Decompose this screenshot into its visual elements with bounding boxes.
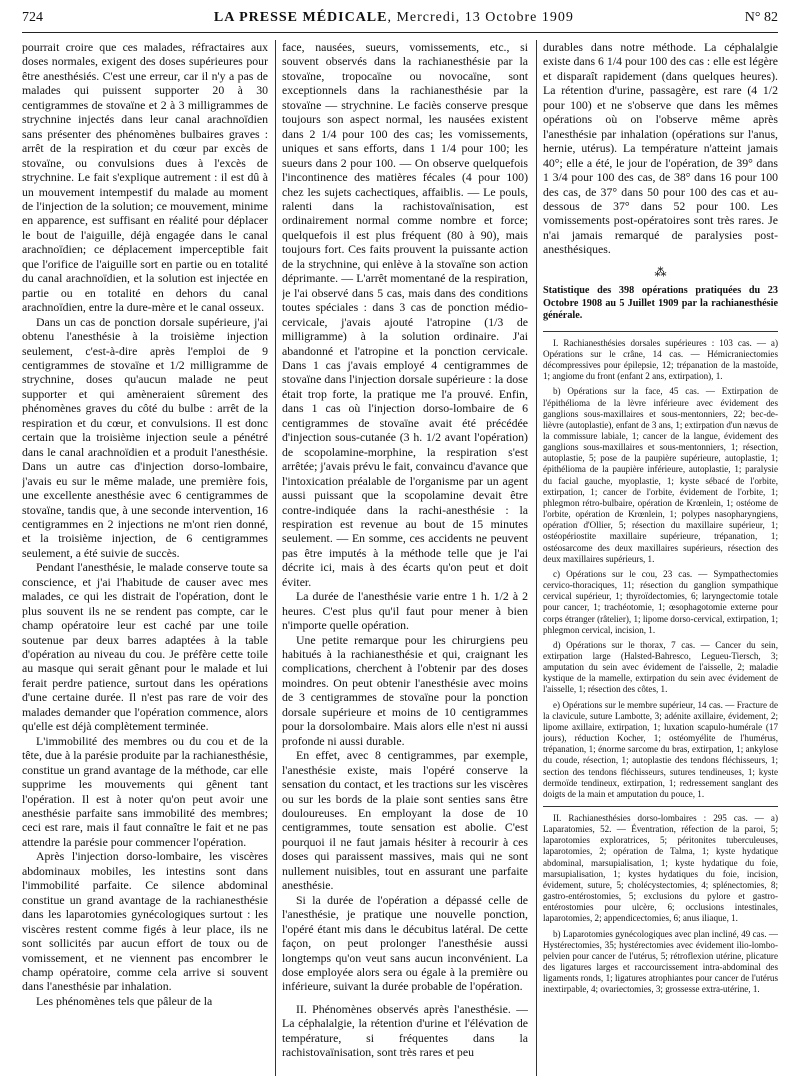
- column-3: [543, 40, 778, 1076]
- issue-number: N° 82: [744, 10, 778, 25]
- stat-entry: b) Laparotomies gynécologiques avec plan incliné, 49 cas. — Hystérectomies, 35; hystérectomies avec évidement ilio-lombo-pelvien pour cancer de l'utérus, 5; rétroflexion utérine, plicature des ligatures larges et raccourcissement intra-abdominal des ligaments ronds, 1; ligatures atrophiantes pour cancer de l'utérus inextirpable, 4; ovariectomies, 3; grossesse extra-utérine, 1.: [543, 928, 778, 995]
- column-1: [22, 40, 268, 1076]
- stat-entry: e) Opérations sur le membre supérieur, 14 cas. — Fracture de la clavicule, suture Lambotte, 3; adénite axillaire, évidement, 2; lipome axillaire, extirpation, 1; luxation scapulo-humérale (17 jours), réduction Kocher, 1; ostéomyélite de l'humérus, trépanation, 1; énorme sarcome du bras, extirpation, 1; ankylose du coude, résection, 1; autoplastie des tendons fléchisseurs, 1; section des tendons fléchisseurs, sutures tendineuses, 1; kyste dermoïde tendineux, extirpation, 1; redressement sanglant des doigts de la main et amputation du pouce, 1.: [543, 699, 778, 799]
- stat-entry: c) Opérations sur le cou, 23 cas. — Sympathectomies cervico-thoraciques, 11; résection du ganglion sympathique cervical supérieur, 1; thyroïdectomies, 6; laryngectomie totale pour cancer, 1; trachéotomie, 1; œsophagotomie externe pour corps étranger (râtelier), 1; lipome dorso-cervical, extirpation, 1; phlegmon cervical, incision, 1.: [543, 568, 778, 635]
- stat-entry: d) Opérations sur le thorax, 7 cas. — Cancer du sein, extirpation large (Halsted-Bahresco, Legueu-Tiersch, 3; amputation du sein avec évidement de l'aisselle, 2; maladie kystique de la mamelle, extirpation du sein avec évidement de l'aisselle, 1; résection des côtes, 1.: [543, 639, 778, 695]
- section-heading-paragraph: II. Phénomènes observés après l'anesthésie. — La céphalalgie, la rétention d'urine et l'élévation de température, si fréquentes dans la rachistovaïnisation, sont très rares et peu: [282, 1001, 528, 1060]
- journal-title: [214, 10, 574, 26]
- paragraph: En effet, avec 8 centigrammes, par exemple, l'anesthésie existe, mais l'opéré conserve la sensation du contact, et les tractions sur les viscères ou sur les bords de la plaie sont senties sans être douloureuses. En employant la dose de 10 centigrammes, toute sensation est abolie. C'est pourquoi il ne faut jamais hésiter à recourir à ces doses qui paraissent massives, mais qui ne sont nullement nuisibles, tout en assurant une parfaite anesthésie.: [282, 748, 528, 893]
- column-2: [282, 40, 528, 1076]
- paragraph: Si la durée de l'opération a dépassé celle de l'anesthésie, je pratique une nouvelle ponction, l'opéré étant mis dans le décubitus latéral. De cette façon, on peut prolonger l'anesthésie aussi longtemps qu'on veut sans aucun inconvénient. La dose employée alors sera ou égale à la première ou inférieure, suivant la durée probable de l'opération.: [282, 892, 528, 994]
- statistics-section-1: [543, 338, 778, 800]
- page-number: 724: [22, 10, 43, 25]
- statistics-title: Statistique des 398 opérations pratiquées du 23 Octobre 1908 au 5 Juillet 1909 par la rachianesthésie générale.: [543, 285, 778, 322]
- stat-entry: I. Rachianesthésies dorsales supérieures : 103 cas. — a) Opérations sur le crâne, 14 cas. — Hémicraniectomies décompressives pour épilepsie, 12; trépanation de la mastoïde, 1; angiome du front (enfant 2 ans, extirpation), 1.: [543, 337, 778, 382]
- stat-entry: II. Rachianesthésies dorso-lombaires : 295 cas. — a) Laparatomies, 52. — Éventration, réfection de la paroi, 5; laparotomies exploratrices, 5; péritonites tuberculeuses, laparotomies, 2; opération de Talma, 1; kyste hydatique abdominal, marsupialisation, 1; kyste hydatique du foie, marsupialisation, 1; kystes hydatiques du foie, incision, évidement, suture, 5; cholécystectomies, 4; splénectomies, 8; gastro-entérostomies, 5; exclusions du pylore et gastro-entérostomies pour ulcère, 6; occlusions intestinales, laparotomies, 2; appendicectomies, 6; anus iliaque, 1.: [543, 813, 778, 924]
- asterism: ⁂: [654, 264, 667, 279]
- paragraph: Dans un cas de ponction dorsale supérieure, j'ai obtenu l'anesthésie à la troisième injection seulement, c'est-à-dire après l'emploi de 9 centigrammes de stovaïne et 1/2 milligramme de strychnine, doses qu'aucun malade ne peut supporter et qui amèneraient sûrement des phénomènes graves du côté du bulbe : arrêt de la respiration et du cœur, et convulsions. Il est donc certain que la troisième injection seule a pénétré dans le canal arachnoïdien et a produit l'anesthésie. Dans un autre cas d'injection dorso-lombaire, j'avais eu sur le même malade, une première fois, une excellente anesthésie avec 6 centigrammes de stovaïne, tandis que, à une seconde intervention, 16 centigrammes en 2 injections ne m'ont rien donné, et la troisième injection, de 6 centigrammes seulement, a été suivie de succès.: [22, 314, 268, 560]
- column-rule-2: [536, 40, 537, 1076]
- paragraph: Une petite remarque pour les chirurgiens peu habitués à la rachianesthésie et qui, craignant les complications, cherchent à l'obtenir par des doses moindres. On peut obtenir l'anesthésie avec moins de 3 centigrammes de stovaïne pour la ponction dorsale supérieure et moins de 10 centigrammes pour la dorsolombaire. Mais alors elle n'est ni aussi profonde ni aussi durable.: [282, 632, 528, 748]
- paragraph: L'immobilité des membres ou du cou et de la tête, due à la parésie produite par la rachianesthésie, constitue un grand avantage de la méthode, car elle supprime les mouvements qui gênent tant l'opération. Il est à noter qu'on peut avoir une anesthésie parfaite sans immobilité des membres; ceci est rare, mais il faut connaître le fait et ne pas attendre la parésie pour commencer l'opération.: [22, 733, 268, 849]
- paragraph: Pendant l'anesthésie, le malade conserve toute sa conscience, et j'ai l'habitude de causer avec mes malades, ce qui les distrait de l'opération, dont le plus souvent ils ne se rendent pas compte, car le champ opératoire leur est caché par une toile soutenue par deux barres adaptées à la table d'opération au niveau du cou. Je préfère cette toile au masque qui serait gênant pour le malade et lui ferait perdre patience, surtout dans les opérations d'une certaine durée. Il n'est pas rare de voir des malades demander que l'opération commence, alors qu'elle est déjà complètement terminée.: [22, 560, 268, 734]
- divider: [543, 331, 778, 332]
- paragraph: pourrait croire que ces malades, réfractaires aux doses normales, exigent des doses supérieures pour être anesthésiés. C'est une erreur, car il n'y a pas de malades qui puissent supporter 20 à 30 centigrammes de stovaïne et 2 à 3 milligrammes de strychnine injectés dans leur canal arachnoïdien sans présenter des phénomènes bulbaires graves : arrêt de la respiration et du cœur par excès de stovaïne, ou convulsions dues à l'excès de strychnine. Le fait s'explique autrement : il est dû à un mouvement intempestif du malade au moment de l'injection de la solution; ce mouvement, minime en apparence, est suffisant en réalité pour déplacer le bout de l'aiguille, déjà engagée dans le canal arachnoïdien; ce déplacement imperceptible fait que l'orifice de l'aiguille sort en partie ou en totalité du canal arachnoïdien, et la solution est injectée en partie ou en totalité en dehors du canal arachnoïdien, entre la dure-mère et le canal osseux.: [22, 40, 268, 315]
- statistics-section-2: [543, 813, 778, 996]
- paragraph: Les phénomènes tels que pâleur de la: [36, 993, 213, 1008]
- column-rule-1: [275, 40, 276, 1076]
- paragraph: face, nausées, sueurs, vomissements, etc., si souvent observés dans la rachianesthésie par la stovaïne, tropocaïne ou novocaïne, sont exceptionnels dans la rachianesthésie par la stovaïne — strychnine. Le faciès conserve presque toujours son aspect normal, les nausées existent dans 2 1/4 pour 100 des cas; les vomissements, uniques et sans efforts, dans 1 1/4 pour 100; les sueurs dans 2 pour 100. — On observe quelquefois l'incontinence des matières fécales (4 pour 100) chez les sujets cachectiques, affaiblis. — Le pouls, ralenti dans la rachistovaïnisation, est ordinairement normal comme nombre et force; quelquefois il est plus fréquent (80 à 90), mais toujours fort. Ces faits prouvent la puissante action de la strychnine, qui enlève à la stovaïne son action déprimante. — L'arrêt momentané de la respiration, je l'ai observé dans 5 cas, mais dans des conditions toutes spéciales : dans 3 cas de ponction médio-cervicale, j'avais ajouté l'atropine (1/3 de milligramme) à la solution ordinaire. J'ai abandonné et l'atropine et la ponction cervicale. Dans 1 cas j'avais employé 4 centigrammes de stovaïne dans l'injection dorsale supérieure : la dose était trop forte, la pratique me l'a prouvé. Enfin, dans 1 cas où l'injection dorso-lombaire de 6 centigrammes de stovaïne avait été précédée d'injection sous-cutanée (3 h. 1/2 avant l'opération) de scopolamine-morphine, la respiration s'est arrêtée; j'avais prévu le fait, convaincu d'avance que l'intoxication préalable de l'organisme par un agent aussi puissant que la scopolamine devait être contre-indiquée dans la rachi-anesthésie : la respiration est revenue au bout de 15 minutes seulement. — En somme, ces accidents ne peuvent pas être imputés à la méthode telle que je l'ai décrite ici, mais à des écarts qu'on peut et doit éviter.: [282, 40, 528, 589]
- stat-entry: b) Opérations sur la face, 45 cas. — Extirpation de l'épithélioma de la lèvre inférieure avec évidement des ganglions sous-maxillaires et sous-mentonniers, 22; bec-de-lièvre (autoplastie), enfant de 3 ans, 1; extirpation d'un nævus de la commissure labiale, 1; cancer de la langue, évidement des ganglions sous-maxillaires et sous-mentonniers, 1; résection, autoplastie, 5; pose de la paupière supérieure, autoplastie, 1; épithélioma de la paupière inférieure, autoplastie, 1; paralysie du facial gauche, myoplastie, 1; kyste sébacé de l'orbite, extirpation, 1; cancer de l'orbite, évidement de l'orbite, 1; phlegmon rétro-bulbaire, opération de Krœnlein, 1; ostéome de l'orbite, opération de Krœnlein, 1; polypes nasopharyngiens, opération d'Ollier, 5; résection du maxillaire supérieur, 1; ostéopériostite maxillaire supérieure, trépanation, 1; ostéosarcome des deux maxillaires supérieurs, résection des deux maxillaires supérieurs, 1.: [543, 386, 778, 564]
- publication-name: LA PRESSE MÉDICALE: [213, 10, 388, 25]
- divider: [543, 806, 778, 807]
- running-header: [22, 4, 778, 33]
- paragraph: La durée de l'anesthésie varie entre 1 h. 1/2 à 2 heures. C'est plus qu'il faut pour mener à bien n'importe quelle opération.: [282, 589, 528, 633]
- paragraph: Après l'injection dorso-lombaire, les viscères abdominaux mobiles, les intestins sont dans l'immobilité parfaite. Ce silence abdominal constitue un grand avantage de la rachianesthésie dans les laparotomies gynécologiques surtout : les viscères restent comme figés à leur place, ils ne sont sollicités par aucun effort de toux ou de vomissement, et ne viennent pas encombrer le champ opératoire, comme cela arrive si souvent dans l'anesthésie par inhalation.: [22, 849, 268, 994]
- paragraph: durables dans notre méthode. La céphalalgie existe dans 6 1/4 pour 100 des cas : elle est légère et disparaît rapidement (dans quelques heures). La rétention d'urine, passagère, est rare (4 1/2 pour 100) et ne s'observe que dans les mêmes opérations où on l'observe même après l'anesthésie par inhalation (opérations sur l'anus, hernie, utérus). La température n'atteint jamais 40°; elle a été, le jour de l'opération, de 39° dans 1 3/4 pour 100 des cas, de 38° dans 16 pour 100 des cas, de 37° dans 50 pour 100 des cas et au-dessous de 37° dans 52 pour 100. Les vomissements post-opératoires sont très rares. Je n'ai jamais remarqué de paralysies post-anesthésiques.: [543, 40, 778, 257]
- issue-date: , Mercredi, 13 Octobre 1909: [387, 10, 574, 25]
